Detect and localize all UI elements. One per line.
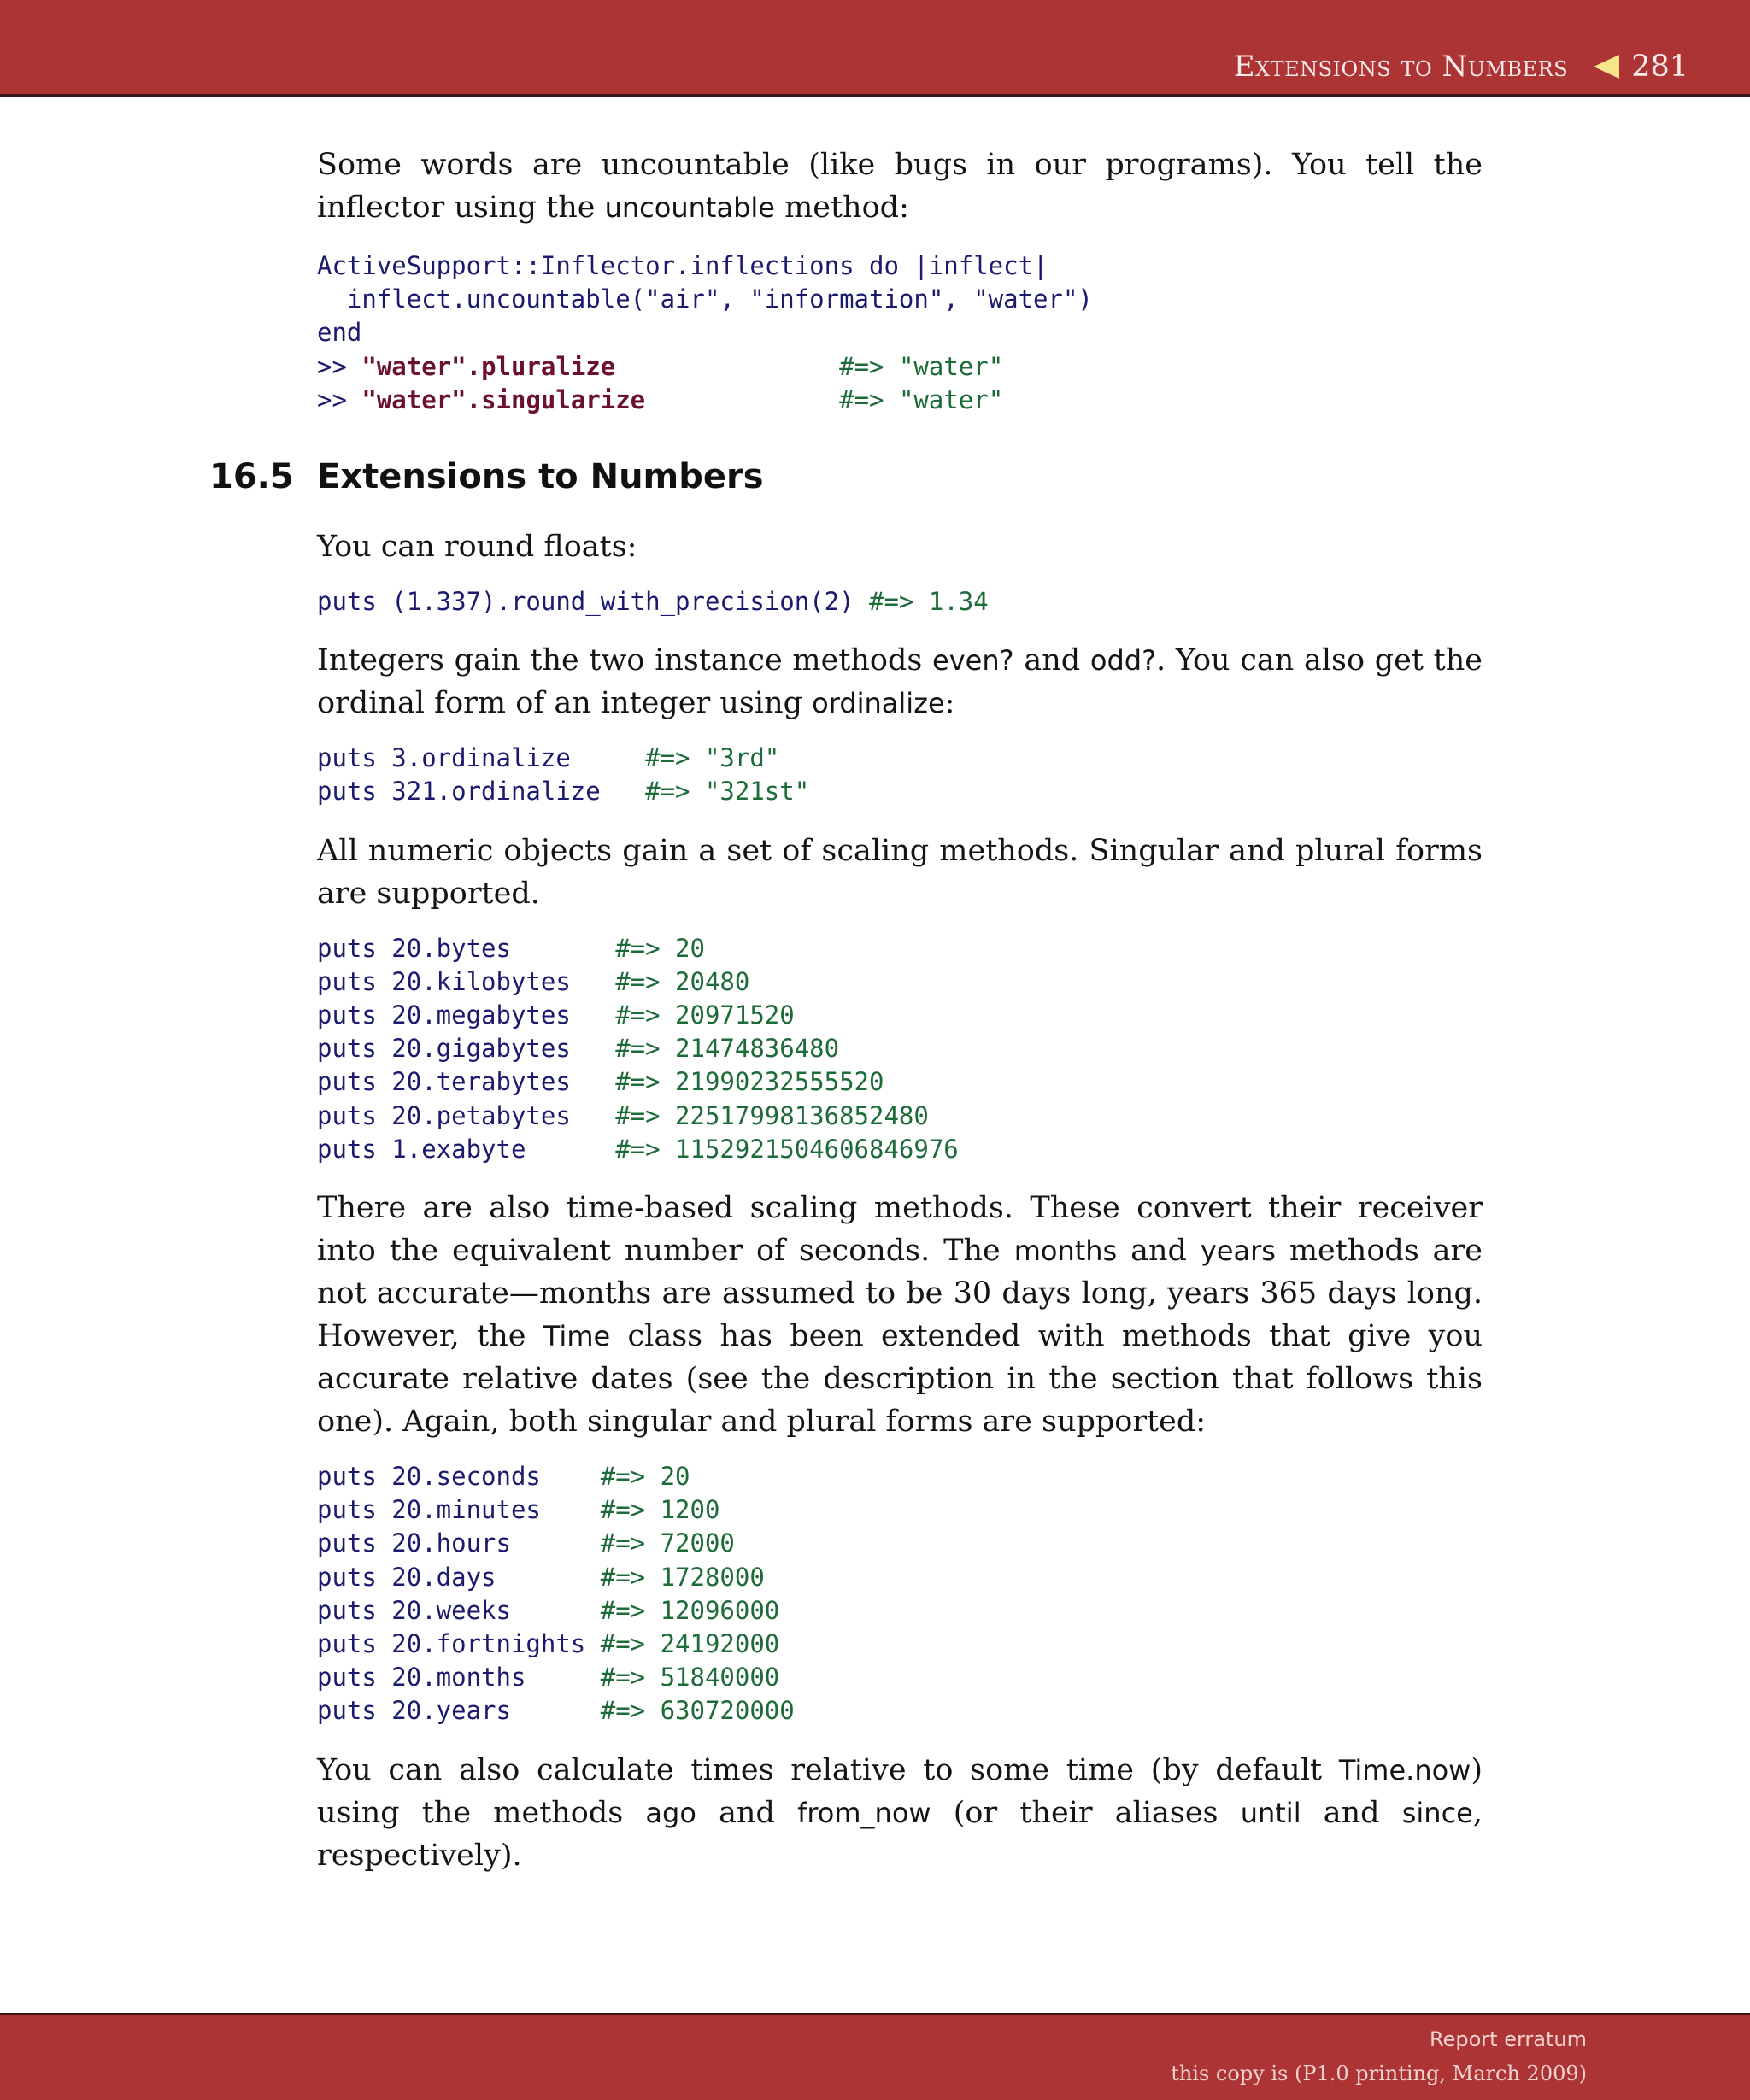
floats-paragraph: You can round floats: xyxy=(317,530,637,564)
prompt: >> xyxy=(317,351,362,381)
text: class has been extended with methods that give you accurate relative dates (see the description in the section that follows this one). Again, both singular and plural forms are supported: xyxy=(317,1319,1483,1440)
code-block-ordinalize xyxy=(317,742,1483,808)
code-line: puts 20.fortnights xyxy=(317,1629,601,1659)
page-number: 281 xyxy=(1631,50,1688,84)
text: ) using the methods xyxy=(317,1752,1483,1830)
text: . You can also get the ordinal form of an integer using xyxy=(317,643,1483,721)
code-pad xyxy=(615,352,839,381)
code-result: #=> 24192000 xyxy=(600,1629,780,1659)
code-line: puts 20.days xyxy=(317,1562,601,1592)
code-result: #=> 20971520 xyxy=(615,1000,795,1030)
text: There are also time-based scaling methods. These convert their receiver into the equivalent number of seconds. The xyxy=(317,1191,1483,1269)
inline-code: uncountable xyxy=(604,191,775,224)
code-result: #=> "3rd" xyxy=(645,743,780,773)
code-line: puts 321.ordinalize xyxy=(317,777,646,807)
code-pad xyxy=(645,385,839,414)
inline-code: Time xyxy=(543,1320,611,1353)
code-line: puts 20.hours xyxy=(317,1528,601,1558)
code-result: #=> 72000 xyxy=(600,1528,735,1558)
code-result: #=> "321st" xyxy=(645,777,810,807)
code-line: puts 20.gigabytes xyxy=(317,1034,616,1064)
inline-code: from_now xyxy=(797,1796,931,1829)
code-line: puts 3.ordinalize xyxy=(317,743,646,773)
code-line: puts 1.exabyte xyxy=(317,1134,616,1164)
code-result: #=> 630720000 xyxy=(600,1696,795,1726)
code-line: puts 20.kilobytes xyxy=(317,966,616,996)
code-line: inflect.uncountable("air", "information", "water") xyxy=(317,284,1093,314)
code-line: puts 20.years xyxy=(317,1696,601,1726)
code-line: puts (1.337).round_with_precision(2) xyxy=(317,587,870,616)
code-line: puts 20.minutes xyxy=(317,1495,601,1525)
code-block-floats xyxy=(317,585,1483,619)
running-head: Extensions to Numbers xyxy=(1233,50,1569,84)
code-result: #=> "water" xyxy=(839,384,1004,414)
code-line: puts 20.weeks xyxy=(317,1595,601,1625)
code-line: puts 20.bytes xyxy=(317,933,616,963)
inline-code: since xyxy=(1401,1796,1473,1829)
page-content xyxy=(317,144,1483,417)
page-footer xyxy=(0,2013,1750,2100)
code-result: #=> 20 xyxy=(600,1462,690,1492)
code-line: end xyxy=(317,318,362,348)
code-result: #=> 21474836480 xyxy=(615,1034,840,1064)
text: and xyxy=(1301,1795,1402,1830)
code-block-bytes xyxy=(317,932,1483,1166)
code-line: "water".pluralize xyxy=(361,351,616,381)
triangle-left-icon[interactable] xyxy=(1594,55,1619,79)
code-result: #=> "water" xyxy=(839,351,1004,381)
code-result: #=> 20 xyxy=(615,933,705,963)
intro-paragraph xyxy=(317,144,1483,229)
text: , respectively). xyxy=(317,1795,1483,1873)
code-line: puts 20.megabytes xyxy=(317,1000,616,1030)
inline-code: ordinalize xyxy=(812,687,945,720)
time-paragraph xyxy=(317,1187,1483,1443)
text: and xyxy=(696,1795,798,1830)
code-result: #=> 22517998136852480 xyxy=(615,1100,929,1130)
text: You can also calculate times relative to some time (by default xyxy=(317,1752,1339,1787)
inline-code: even? xyxy=(932,644,1014,678)
inline-code: odd? xyxy=(1089,644,1157,678)
page-header xyxy=(0,0,1750,97)
text: and xyxy=(1013,643,1090,678)
copy-notice: this copy is (P1.0 printing, March 2009) xyxy=(1171,2062,1587,2085)
prompt: >> xyxy=(317,384,362,414)
code-line: ActiveSupport::Inflector.inflections do |inflect| xyxy=(317,251,1048,280)
section-content xyxy=(317,525,1483,1877)
code-result: #=> 1152921504606846976 xyxy=(615,1134,959,1164)
text: Some words are uncountable (like bugs in our programs). You tell the inflector using the xyxy=(317,148,1483,225)
text: (or their aliases xyxy=(931,1795,1241,1830)
scaling-paragraph: All numeric objects gain a set of scaling methods. Singular and plural forms are supported. xyxy=(317,833,1483,911)
code-result: #=> 20480 xyxy=(615,966,750,996)
relative-paragraph xyxy=(317,1749,1483,1877)
code-line: "water".singularize xyxy=(361,384,646,414)
header-nav xyxy=(1234,50,1688,84)
text: and xyxy=(1117,1234,1201,1269)
inline-code: Time.now xyxy=(1338,1753,1471,1786)
code-result: #=> 51840000 xyxy=(600,1663,780,1692)
code-result: #=> 12096000 xyxy=(600,1595,780,1625)
text: methods are not accurate—months are assumed to be 30 days long, years 365 days long. However, the xyxy=(317,1234,1483,1354)
inline-code: until xyxy=(1240,1796,1301,1829)
text: method: xyxy=(774,191,909,225)
code-line: puts 20.terabytes xyxy=(317,1067,616,1097)
section-number: 16.5 xyxy=(209,457,294,496)
integers-paragraph xyxy=(317,639,1483,724)
inline-code: years xyxy=(1200,1235,1276,1268)
inline-code: ago xyxy=(645,1796,696,1829)
code-result: #=> 1728000 xyxy=(600,1562,765,1592)
code-result: #=> 1200 xyxy=(600,1495,720,1525)
inline-code: months xyxy=(1013,1235,1118,1268)
code-result: #=> 21990232555520 xyxy=(615,1067,884,1097)
code-line: puts 20.petabytes xyxy=(317,1100,616,1130)
code-result: #=> 1.34 xyxy=(869,587,989,616)
code-line: puts 20.seconds xyxy=(317,1462,601,1492)
code-line: puts 20.months xyxy=(317,1663,601,1692)
text: : xyxy=(944,686,955,721)
code-block-time xyxy=(317,1460,1483,1728)
section-title: Extensions to Numbers xyxy=(317,457,764,496)
text: Integers gain the two instance methods xyxy=(317,643,933,678)
code-block-uncountable xyxy=(317,249,1483,417)
section-heading xyxy=(209,457,764,496)
report-erratum-link[interactable]: Report erratum xyxy=(1430,2027,1587,2051)
